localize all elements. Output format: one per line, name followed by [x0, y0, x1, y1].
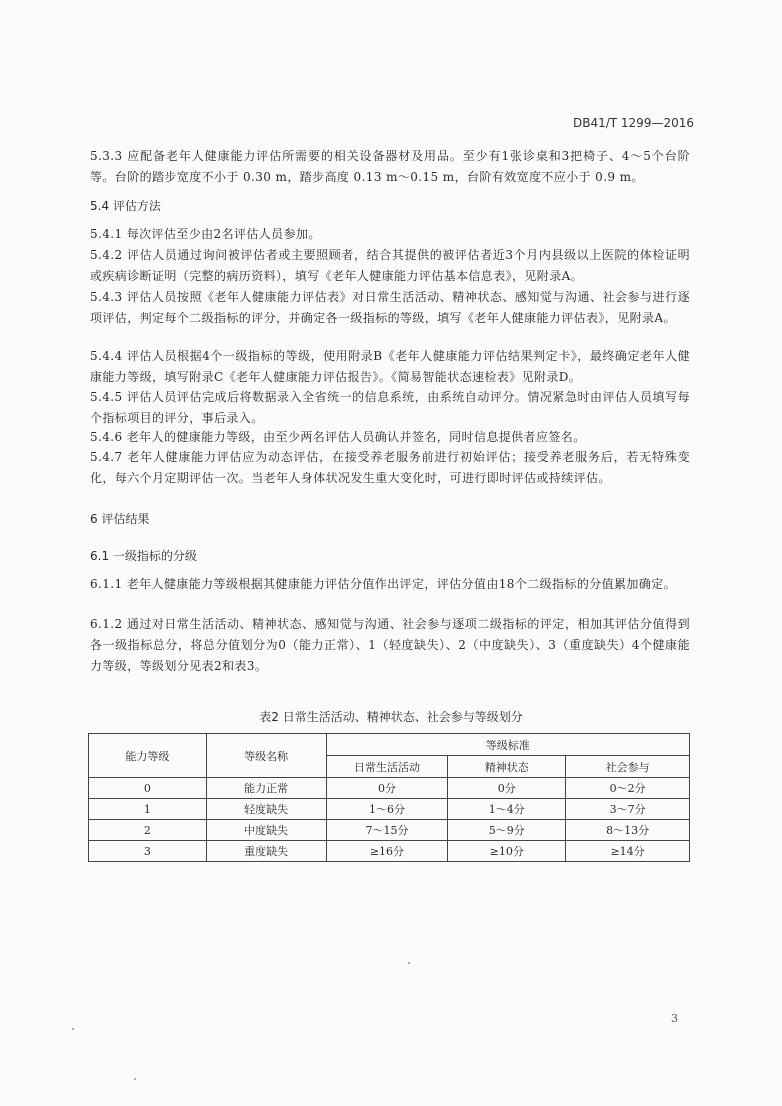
cell-level: 2 [89, 820, 207, 841]
cell-mental: 1～4分 [448, 799, 566, 820]
cell-social: ≥14分 [566, 841, 690, 862]
clause-5-4-3: 5.4.3 评估人员按照《老年人健康能力评估表》对日常生活活动、精神状态、感知觉与沟通、社会参与进行逐项评估，判定每个二级指标的评分，并确定各一级指标的等级，填写《老年人健康能力评估表》，见附录A。 [90, 290, 690, 325]
section-heading-6: 6 评估结果 [90, 512, 150, 526]
subheader-daily-activity: 日常生活活动 [326, 756, 448, 778]
clause-6-1-2: 6.1.2 通过对日常生活活动、精神状态、感知觉与沟通、社会参与逐项二级指标的评定，相加其评估分值得到各一级指标总分，将总分值划分为0（能力正常）、1（轻度缺失）、2（中度缺失）、3（重度缺失）4个健康能力等级，等级划分见表2和表3。 [90, 617, 690, 673]
clause-5-4-6: 5.4.6 老年人的健康能力等级，由至少两名评估人员确认并签名，同时信息提供者应签名。 [90, 430, 586, 444]
scan-speck [72, 1028, 74, 1030]
cell-daily: 7～15分 [326, 820, 448, 841]
cell-name: 轻度缺失 [206, 799, 326, 820]
cell-name: 能力正常 [206, 778, 326, 799]
table-row [89, 841, 690, 862]
document-code: DB41/T 1299—2016 [572, 116, 694, 130]
cell-name: 重度缺失 [206, 841, 326, 862]
cell-level: 1 [89, 799, 207, 820]
cell-daily: 1～6分 [326, 799, 448, 820]
header-name: 等级名称 [206, 734, 326, 778]
scan-speck [408, 962, 410, 964]
cell-daily: ≥16分 [326, 841, 448, 862]
table-row [89, 820, 690, 841]
cell-level: 0 [89, 778, 207, 799]
cell-mental: 0分 [448, 778, 566, 799]
clause-5-4-5: 5.4.5 评估人员评估完成后将数据录入全省统一的信息系统，由系统自动评分。情况紧急时由评估人员填写每个指标项目的评分，事后录入。 [90, 390, 690, 425]
cell-social: 8～13分 [566, 820, 690, 841]
subheader-mental-state: 精神状态 [448, 756, 566, 778]
cell-mental: 5～9分 [448, 820, 566, 841]
section-heading-6-1: 6.1 一级指标的分级 [90, 549, 197, 563]
cell-level: 3 [89, 841, 207, 862]
clause-5-4-7: 5.4.7 老年人健康能力评估应为动态评估，在接受养老服务前进行初始评估；接受养老服务后，若无特殊变化，每六个月定期评估一次。当老年人身体状况发生重大变化时，可进行即时评估或持续评估。 [90, 450, 690, 485]
cell-mental: ≥10分 [448, 841, 566, 862]
clause-5-4-1: 5.4.1 每次评估至少由2名评估人员参加。 [90, 227, 321, 241]
clause-5-4-4: 5.4.4 评估人员根据4个一级指标的等级，使用附录B《老年人健康能力评估结果判定卡》，最终确定老年人健康能力等级，填写附录C《老年人健康能力评估报告》。《简易智能状态速检表》见附录D。 [90, 349, 690, 384]
table-title: 表2 日常生活活动、精神状态、社会参与等级划分 [259, 710, 523, 724]
section-heading-5-4: 5.4 评估方法 [90, 199, 161, 213]
table-row [89, 778, 690, 799]
header-level: 能力等级 [89, 734, 207, 778]
cell-social: 0～2分 [566, 778, 690, 799]
clause-6-1-1: 6.1.1 老年人健康能力等级根据其健康能力评估分值作出评定，评估分值由18个二级指标的分值累加确定。 [90, 577, 677, 591]
header-standard: 等级标准 [326, 734, 689, 756]
cell-name: 中度缺失 [206, 820, 326, 841]
clause-5-3-3: 5.3.3 应配备老年人健康能力评估所需要的相关设备器材及用品。至少有1张诊桌和3把椅子、4～5个台阶等。台阶的踏步宽度不小于 0.30 m，踏步高度 0.13 m～0.15 m，台阶有效宽度不应小于 0.9 m。 [90, 149, 690, 184]
subheader-social-participation: 社会参与 [566, 756, 690, 778]
grade-table [88, 733, 690, 862]
cell-daily: 0分 [326, 778, 448, 799]
clause-5-4-2: 5.4.2 评估人员通过询问被评估者或主要照顾者，结合其提供的被评估者近3个月内县级以上医院的体检证明或疾病诊断证明（完整的病历资料），填写《老年人健康能力评估基本信息表》，见附录A。 [90, 248, 690, 283]
page-number: 3 [671, 1012, 678, 1025]
cell-social: 3～7分 [566, 799, 690, 820]
scan-speck [134, 1078, 136, 1080]
table-row [89, 799, 690, 820]
